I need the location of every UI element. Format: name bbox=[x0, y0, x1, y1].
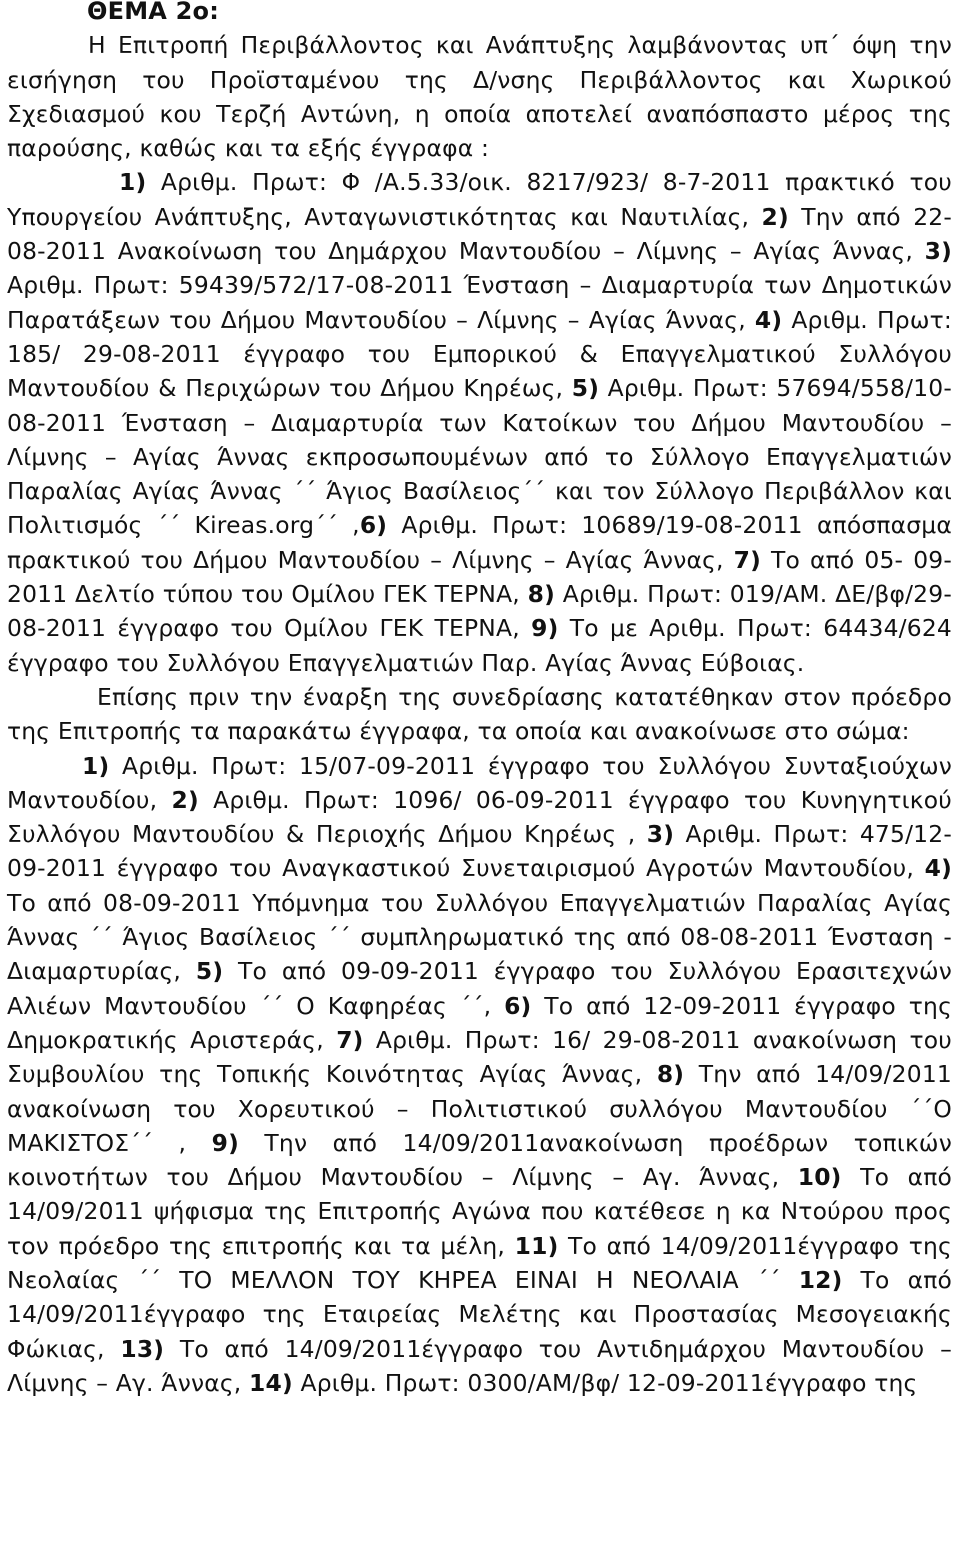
item-text: Το από 08-09-2011 Υπόμνημα του Συλλόγου Επαγγελματιών Παραλίας Αγίας Άννας ΄΄ Άγιος Βασίλειος ΄΄ συμπληρωματικό της από 08-08-2011 Ένσταση - Διαμαρτυρίας, bbox=[7, 888, 952, 986]
item-text: Το από 14/09/2011έγγραφο της Νεολαίας ΄΄ ΤΟ ΜΕΛΛΟΝ ΤΟΥ ΚΗΡΕΑ ΕΙΝΑΙ Η ΝΕΟΛΑΙΑ ΄΄ bbox=[7, 1231, 952, 1294]
item-number: 9) bbox=[211, 1128, 239, 1157]
item-text: Την από 14/09/2011ανακοίνωση προέδρων τοπικών κοινοτήτων του Δήμου Μαντουδίου – Λίμνης – Αγ. Άννας, bbox=[7, 1128, 952, 1192]
additional-documents-paragraph bbox=[7, 749, 952, 1401]
item-number: 2) bbox=[761, 202, 789, 231]
intro-paragraph bbox=[7, 28, 952, 165]
item-text: Την από 14/09/2011 ανακοίνωση του Χορευτικού – Πολιτιστικού συλλόγου Μαντουδίου ΄΄Ο ΜΑΚΙΣΤΟΣ΄΄ , bbox=[7, 1060, 953, 1157]
item-text: Το από 09-09-2011 έγγραφο του Συλλόγου Ερασιτεχνών Αλιέων Μαντουδίου ΄΄ Ο Καφηρέας ΄΄, bbox=[7, 957, 953, 1020]
item-text: Αριθμ. Πρωτ: 185/ 29-08-2011 έγγραφο του Εμπορικού & Επαγγελματικού Συλλόγου Μαντουδίου & Περιχώρων του Δήμου Κηρέως, bbox=[7, 305, 952, 403]
item-text: Αριθμ. Πρωτ: 59439/572/17-08-2011 Ένσταση – Διαμαρτυρία των Δημοτικών Παρατάξεων του Δήμου Μαντουδίου – Λίμνης – Αγίας Άννας, bbox=[7, 271, 952, 334]
item-number: 9) bbox=[531, 614, 559, 643]
item-text: Το από 14/09/2011έγγραφο της Εταιρείας Μελέτης και Προστασίας Μεσογειακής Φώκιας, bbox=[7, 1265, 953, 1363]
item-text: Αριθμ. Πρωτ: 16/ 29-08-2011 ανακοίνωση του Συμβουλίου της Τοπικής Κοινότητας Αγίας Άννας, bbox=[7, 1025, 952, 1089]
section-heading bbox=[87, 0, 952, 28]
item-number: 8) bbox=[527, 580, 556, 609]
item-number: 4) bbox=[754, 305, 783, 334]
item-text: Αριθμ. Πρωτ: 1096/ 06-09-2011 έγγραφο του Κυνηγητικού Συλλόγου Μαντουδίου & Περιοχής Δήμου Κηρέως , bbox=[7, 785, 953, 849]
item-number: 8) bbox=[656, 1060, 685, 1089]
documents-list-paragraph bbox=[7, 165, 952, 679]
item-number: 6) bbox=[504, 991, 532, 1020]
item-number: 2) bbox=[171, 785, 199, 814]
intro-text: Η Επιτροπή Περιβάλλοντος και Ανάπτυξης λαμβάνοντας υπ΄ όψη την εισήγηση του Προϊσταμένου της Δ/νσης Περιβάλλοντος και Χωρικού Σχεδιασμού κου Τερζή Αντώνη, η οποία αποτελεί αναπόσπαστο μέρος της παρούσης, καθώς και τα εξής έγγραφα : bbox=[7, 31, 952, 163]
item-number: 5) bbox=[195, 957, 224, 986]
heading-text: ΘΕΜΑ 2ο: bbox=[87, 0, 219, 25]
item-text: Αριθμ. Πρωτ: 475/12-09-2011 έγγραφο του Αναγκαστικού Συνεταιρισμού Αγροτών Μαντουδίου, bbox=[7, 820, 952, 883]
item-text: Αριθμ. Πρωτ: 10689/19-08-2011 απόσπασμα πρακτικού του Δήμου Μαντουδίου – Λίμνης – Αγίας Άννας, bbox=[7, 511, 953, 574]
additional-intro-paragraph bbox=[7, 680, 952, 749]
item-number: 7) bbox=[336, 1025, 364, 1054]
item-number: 12) bbox=[798, 1265, 843, 1294]
item-number: 6) bbox=[359, 511, 388, 540]
item-text: Αριθμ. Πρωτ: 15/07-09-2011 έγγραφο του Συλλόγου Συνταξιούχων Μαντουδίου, bbox=[7, 751, 952, 814]
item-text: Αριθμ. Πρωτ: Φ /Α.5.33/οικ. 8217/923/ 8-7-2011 πρακτικό του Υπουργείου Ανάπτυξης, Ανταγωνιστικότητας και Ναυτιλίας, bbox=[7, 168, 952, 231]
item-text: Αριθμ. Πρωτ: 0300/ΑΜ/βφ/ 12-09-2011έγγραφο της bbox=[292, 1368, 918, 1397]
item-number: 1) bbox=[119, 168, 147, 197]
item-number: 11) bbox=[514, 1231, 559, 1260]
item-number: 3) bbox=[924, 237, 952, 266]
item-number: 10) bbox=[797, 1163, 842, 1192]
item-text: Το από 14/09/2011έγγραφο του Αντιδημάρχου Μαντουδίου – Λίμνης – Αγ. Άννας, bbox=[7, 1334, 952, 1397]
item-text: Το από 12-09-2011 έγγραφο της Δημοκρατικής Αριστεράς, bbox=[7, 991, 952, 1054]
item-number: 3) bbox=[646, 820, 675, 849]
item-number: 13) bbox=[120, 1334, 165, 1363]
item-text: Την από 22-08-2011 Ανακοίνωση του Δημάρχου Μαντουδίου – Λίμνης – Αγίας Άννας, bbox=[7, 202, 952, 266]
item-number: 5) bbox=[571, 374, 600, 403]
item-number: 1) bbox=[82, 751, 110, 780]
item-text: Αριθμ. Πρωτ: 57694/558/10-08-2011 Ένσταση – Διαμαρτυρία των Κατοίκων του Δήμου Μαντουδίου – Λίμνης – Αγίας Άννας εκπροσωπουμένων από το Σύλλογο Επαγγελματιών Παραλίας Αγίας Άννας ΄΄ Άγιος Βασίλειος΄΄ και τον Σύλλογο Περιβάλλον και Πολιτισμός ΄΄ Kireas.org΄΄ , bbox=[7, 374, 952, 540]
item-text: Αριθμ. Πρωτ: 019/ΑΜ. ΔΕ/βφ/29-08-2011 έγγραφο του Ομίλου ΓΕΚ ΤΕΡΝΑ, bbox=[7, 580, 952, 643]
item-text: Το από 05- 09-2011 Δελτίο τύπου του Ομίλου ΓΕΚ ΤΕΡΝΑ, bbox=[7, 545, 952, 609]
item-number: 14) bbox=[249, 1368, 293, 1397]
additional-intro-text: Επίσης πριν την έναρξη της συνεδρίασης κατατέθηκαν στον πρόεδρο της Επιτροπής τα παρακάτω έγγραφα, τα οποία και ανακοίνωσε στο σώμα: bbox=[7, 682, 952, 746]
item-text: Το με Αριθμ. Πρωτ: 64434/624 έγγραφο του Συλλόγου Επαγγελματιών Παρ. Αγίας Άννας Εύβοιας. bbox=[7, 614, 952, 677]
item-text: Το από 14/09/2011 ψήφισμα της Επιτροπής Αγώνα που κατέθεσε η κα Ντούρου προς τον πρόεδρο της επιτροπής και τα μέλη, bbox=[7, 1163, 953, 1260]
item-number: 7) bbox=[733, 545, 762, 574]
item-number: 4) bbox=[924, 854, 952, 883]
